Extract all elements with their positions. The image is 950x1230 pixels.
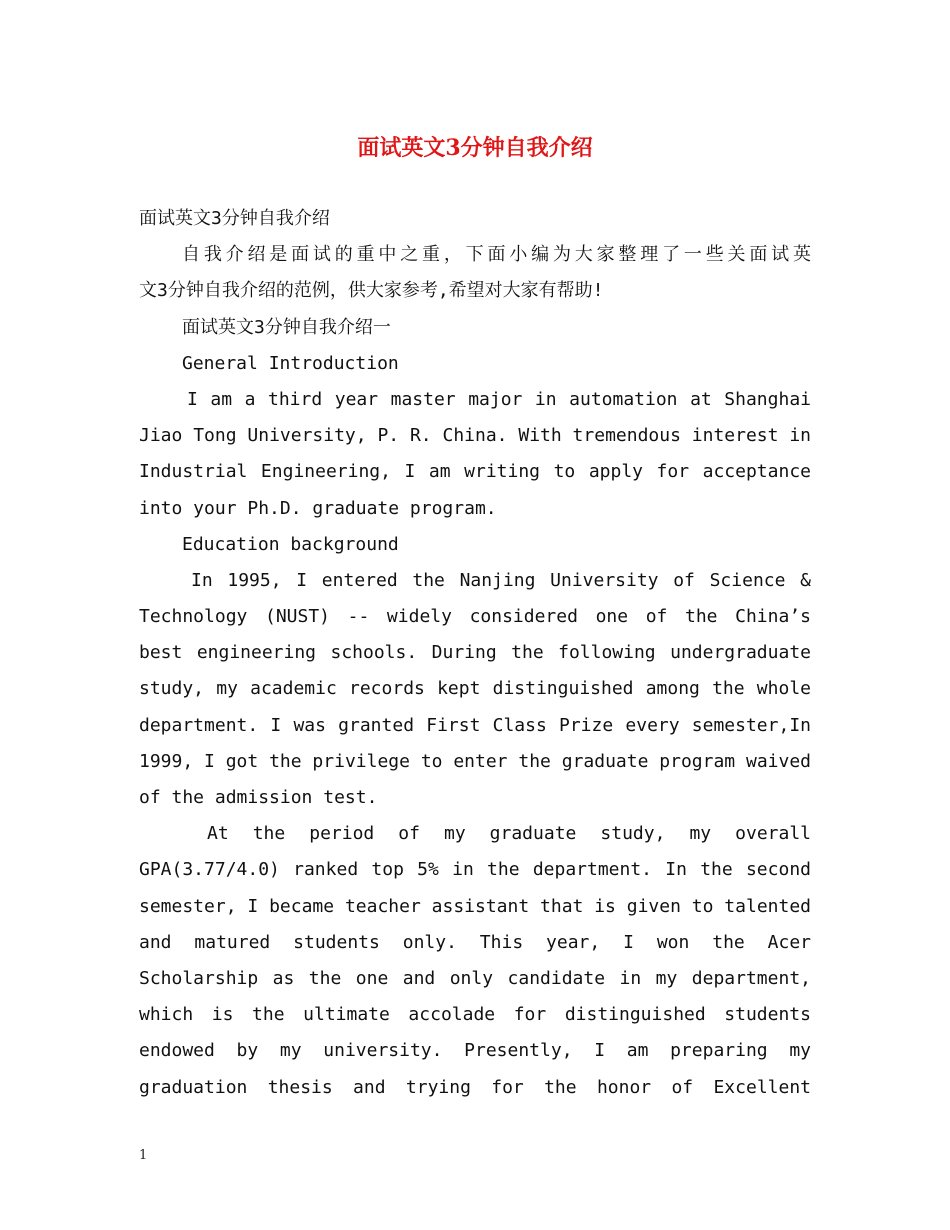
paragraph-line: Scholarship as the one and only candidate in my department, <box>139 967 811 989</box>
paragraph-line: I am a third year master major in automation at Shanghai <box>187 388 811 410</box>
paragraph-line: Technology (NUST) -- widely considered one of the China’s <box>139 606 811 628</box>
paragraph-line: semester, I became teacher assistant that is given to talented <box>139 895 811 917</box>
intro-paragraph-line: 自我介绍是面试的重中之重，下面小编为大家整理了一些关面试英 <box>182 244 811 266</box>
paragraph-line: of the admission test. <box>139 787 378 808</box>
subheading-general-introduction: General Introduction <box>182 352 399 374</box>
paragraph-line: department. I was granted First Class Prize every semester,In <box>139 714 811 736</box>
paragraph-line: endowed by my university. Presently, I am preparing my <box>139 1040 811 1062</box>
paragraph-line: At the period of my graduate study, my overall <box>207 823 811 845</box>
paragraph-line: 1999, I got the privilege to enter the graduate program waived <box>139 750 811 772</box>
document-body <box>139 201 811 1106</box>
page-number: 1 <box>139 1148 148 1163</box>
paragraph-line: Industrial Engineering, I am writing to apply for acceptance <box>139 461 811 483</box>
paragraph-line: study, my academic records kept distinguished among the whole <box>139 678 811 700</box>
paragraph-line: In 1995, I entered the Nanjing University of Science & <box>191 569 811 591</box>
subtitle-line: 面试英文3分钟自我介绍 <box>139 208 330 229</box>
paragraph-line: GPA(3.77/4.0) ranked top 5% in the department. In the second <box>139 859 811 881</box>
document-title: 面试英文3分钟自我介绍 <box>357 135 593 161</box>
paragraph-line: and matured students only. This year, I won the Acer <box>139 931 811 953</box>
paragraph-line: into your Ph.D. graduate program. <box>139 497 497 519</box>
paragraph-line: best engineering schools. During the following undergraduate <box>139 642 811 664</box>
subheading-education-background: Education background <box>182 533 399 555</box>
paragraph-line: Jiao Tong University, P. R. China. With tremendous interest in <box>139 425 811 447</box>
section-heading: 面试英文3分钟自我介绍一 <box>182 316 391 338</box>
paragraph-line: graduation thesis and trying for the honor of Excellent <box>139 1076 811 1098</box>
paragraph-line: which is the ultimate accolade for distinguished students <box>139 1004 811 1026</box>
intro-paragraph-line: 文3分钟自我介绍的范例，供大家参考,希望对大家有帮助! <box>139 280 604 302</box>
